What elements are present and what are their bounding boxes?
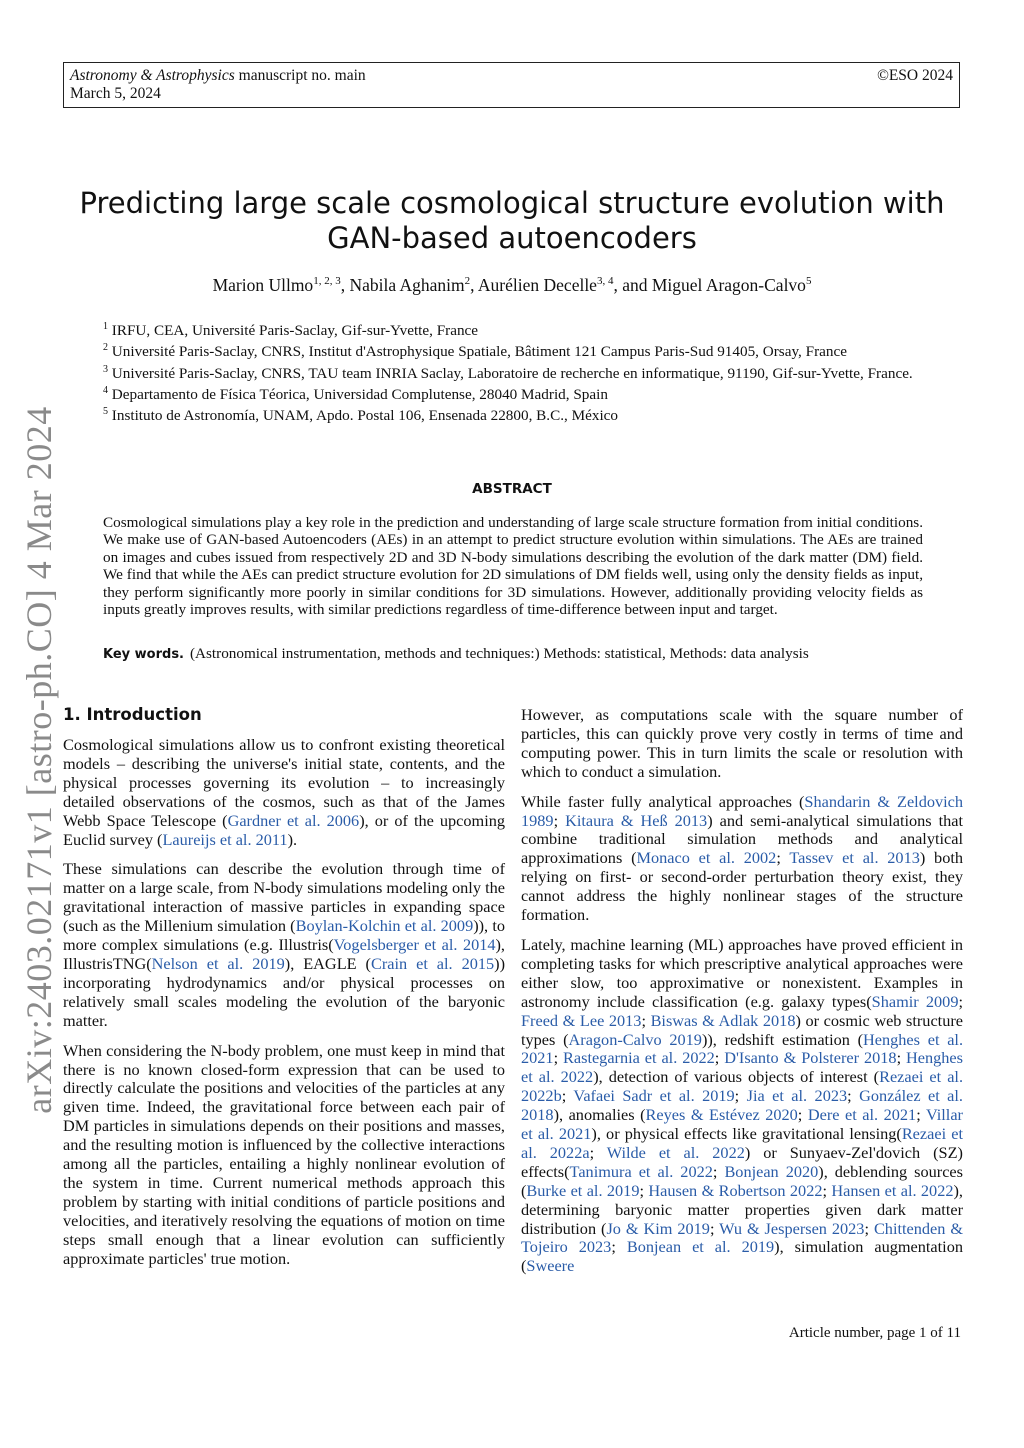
body-text: ).	[287, 829, 298, 849]
affiliation	[103, 403, 929, 424]
affiliation-text: Departamento de Física Téorica, Universidad Complutense, 28040 Madrid, Spain	[108, 386, 608, 404]
citation-link[interactable]: Aragon-Calvo 2019	[568, 1029, 702, 1049]
body-text: ), simulation augmentation (	[521, 1237, 963, 1276]
body-text: ) or Sunyaev-Zel'dovich (SZ) effects(	[521, 1142, 963, 1181]
citation-link[interactable]: Laureijs et al. 2011	[162, 829, 288, 849]
body-text: ;	[641, 1010, 651, 1030]
author-name: Aurélien Decelle	[477, 274, 597, 295]
manuscript-label: manuscript no. main	[234, 67, 366, 84]
citation-link[interactable]: Hausen & Robertson 2022	[648, 1180, 823, 1200]
body-text: ;	[776, 848, 790, 868]
citation-link[interactable]: Rezaei et al. 2022a	[521, 1124, 963, 1162]
affiliation	[103, 339, 929, 360]
arxiv-stamp: arXiv:2403.02171v1 [astro-ph.CO] 4 Mar 2024	[19, 406, 59, 1114]
citation-link[interactable]: Biswas & Adlak 2018	[650, 1010, 796, 1030]
body-paragraph	[63, 860, 505, 1030]
keywords-text: (Astronomical instrumentation, methods and techniques:) Methods: statistical, Methods: data analysis	[190, 645, 809, 662]
citation-link[interactable]: Nelson et al. 2019	[151, 953, 285, 973]
body-text: ;	[896, 1048, 907, 1068]
body-text: ) both relying on first- or second-order perturbation theory exist, they cannot address the highly nonlinear stages of the structure formation.	[521, 848, 964, 925]
body-text: ), EAGLE (	[284, 953, 371, 973]
body-text: ;	[639, 1180, 649, 1200]
body-paragraph	[521, 793, 963, 925]
citation-link[interactable]: Bonjean et al. 2019	[626, 1237, 775, 1257]
body-text: ;	[561, 1086, 574, 1106]
body-text: ), deblending sources (	[521, 1161, 963, 1200]
keywords	[103, 645, 923, 663]
body-text: ) and semi-analytical simulations that combine traditional simulation methods and analytical approximations (	[521, 810, 963, 868]
body-paragraph	[63, 1042, 505, 1269]
citation-link[interactable]: Dere et al. 2021	[807, 1105, 917, 1125]
citation-link[interactable]: Sweere	[526, 1256, 575, 1276]
keywords-label: Key words.	[103, 647, 184, 662]
citation-link[interactable]: Reyes & Estévez 2020	[645, 1105, 798, 1125]
citation-link[interactable]: Chittenden & Tojeiro 2023	[521, 1218, 963, 1257]
citation-link[interactable]: Tanimura et al. 2022	[569, 1161, 713, 1181]
citation-link[interactable]: Burke et al. 2019	[526, 1180, 640, 1200]
body-text: ;	[797, 1105, 808, 1125]
body-text: )), redshift estimation (	[701, 1029, 864, 1049]
body-text: ;	[714, 1048, 725, 1068]
author-affiliation-mark: 1, 2, 3	[313, 275, 341, 287]
body-text: ) or cosmic web structure types (	[521, 1010, 963, 1049]
author-list	[60, 270, 964, 296]
author-separator: ,	[470, 274, 478, 295]
body-text: ;	[709, 1218, 720, 1238]
citation-link[interactable]: Boylan-Kolchin et al. 2009	[295, 916, 474, 936]
body-text: ), detection of various objects of interest (	[593, 1067, 880, 1087]
right-paragraphs	[521, 706, 963, 1276]
body-paragraph	[521, 936, 963, 1276]
body-text: ;	[847, 1086, 860, 1106]
citation-link[interactable]: Bonjean 2020	[724, 1161, 819, 1181]
body-text: However, as computations scale with the square number of particles, this can quickly prove very costly in terms of time and computing power. This in turn limits the scale or resolution with which to conduct a simulation.	[521, 705, 963, 781]
citation-link[interactable]: Shandarin & Zeldovich 1989	[521, 791, 964, 830]
citation-link[interactable]: D'Isanto & Polsterer 2018	[724, 1048, 897, 1068]
journal-line	[70, 67, 953, 85]
body-text: ), or of the upcoming Euclid survey (	[63, 810, 505, 849]
journal-header	[63, 62, 960, 108]
citation-link[interactable]: Vafaei Sadr et al. 2019	[573, 1086, 735, 1106]
citation-link[interactable]: Monaco et al. 2002	[636, 848, 777, 868]
citation-link[interactable]: Gardner et al. 2006	[227, 810, 360, 830]
section-heading: 1. Introduction	[63, 705, 202, 724]
affiliation	[103, 318, 929, 339]
body-text: ;	[864, 1218, 874, 1238]
author-affiliation-mark: 5	[805, 275, 812, 287]
header-date: March 5, 2024	[70, 85, 161, 102]
body-text: ;	[553, 810, 566, 830]
body-text: These simulations can describe the evolution through time of matter on a large scale, from N-body simulations modeling only the gravitational interaction of massive particles in expanding space (such as the Millenium simulation (	[63, 859, 505, 936]
page-footer: Article number, page 1 of 11	[788, 1325, 961, 1341]
citation-link[interactable]: González et al. 2018	[521, 1086, 963, 1125]
body-text: ;	[734, 1086, 747, 1106]
author-name: Nabila Aghanim	[349, 274, 465, 295]
body-text: ;	[822, 1180, 832, 1200]
citation-link[interactable]: Shamir 2009	[871, 991, 959, 1011]
body-text: ;	[553, 1048, 564, 1068]
affiliation-number: 1	[103, 321, 108, 332]
affiliation	[103, 361, 929, 382]
left-paragraphs	[63, 736, 505, 1268]
right-column	[521, 706, 963, 1287]
citation-link[interactable]: Villar et al. 2021	[521, 1105, 963, 1144]
affiliation-text: Université Paris-Saclay, CNRS, TAU team INRIA Saclay, Laboratoire de recherche en informatique, 91190, Gif-sur-Yvette, France.	[108, 364, 913, 382]
author-name: Marion Ullmo	[212, 274, 314, 295]
body-text: ), anomalies (	[553, 1105, 646, 1125]
citation-link[interactable]: Crain et al. 2015	[370, 953, 495, 973]
citation-link[interactable]: Freed & Lee 2013	[521, 1010, 642, 1030]
citation-link[interactable]: Kitaura & Heß 2013	[565, 810, 708, 830]
body-text: )), to more complex simulations (e.g. Illustris(	[63, 916, 505, 955]
body-text: Lately, machine learning (ML) approaches have proved efficient in completing tasks for which prescriptive analytical approaches were either slow, too approximative or nonexistent. Examples in astronomy include classification (e.g. galaxy types(	[521, 934, 963, 1011]
body-paragraph	[521, 706, 963, 782]
author-affiliation-mark: 2	[464, 275, 471, 287]
citation-link[interactable]: Tassev et al. 2013	[789, 848, 920, 868]
body-text: ;	[958, 991, 963, 1011]
abstract-heading: ABSTRACT	[472, 481, 552, 497]
citation-link[interactable]: Rastegarnia et al. 2022	[563, 1048, 715, 1068]
body-text: )) incorporating hydrodynamics and/or physical processes on relatively small scales modeling the evolution of the baryonic matter.	[63, 953, 505, 1030]
citation-link[interactable]: Henghes et al. 2021	[521, 1029, 964, 1068]
paper-title: Predicting large scale cosmological structure evolution with GAN-based autoencoders	[79, 186, 945, 255]
body-text: ), determining baryonic matter properties given dark matter distribution (	[521, 1180, 963, 1238]
citation-link[interactable]: Wu & Jespersen 2023	[719, 1218, 865, 1238]
citation-link[interactable]: Wilde et al. 2022	[606, 1142, 745, 1162]
citation-link[interactable]: Hansen et al. 2022	[831, 1180, 954, 1200]
affiliation	[103, 382, 929, 403]
affiliation-number: 4	[103, 385, 108, 397]
body-text: Cosmological simulations allow us to confront existing theoretical models – describing the universe's initial state, contents, and the physical processes governing its evolution – to increasingly detailed observations of the cosmos, such as that of the James Webb Space Telescope (	[63, 735, 505, 830]
citation-link[interactable]: Rezaei et al. 2022b	[521, 1067, 964, 1106]
affiliation-number: 3	[103, 363, 108, 375]
left-column	[63, 704, 505, 1279]
body-text: While faster fully analytical approaches (	[521, 791, 805, 811]
body-text: ), IllustrisTNG(	[63, 935, 506, 973]
abstract-text: Cosmological simulations play a key role in the prediction and understanding of large scale structure formation from initial conditions. We make use of GAN-based Autoencoders (AEs) in an attempt to predict structure evolution within simulations. The AEs are trained on images and cubes issued from respectively 2D and 3D N-body simulations describing the evolution of the dark matter (DM) field. We find that while the AEs can predict structure evolution for 2D simulations of DM fields well, using only the density fields as input, they perform significantly more poorly in similar conditions for 3D simulations. However, additionally providing velocity fields as inputs greatly improves results, with similar predictions regardless of time-difference between input and target.	[103, 514, 923, 619]
author-separator: , and	[613, 274, 652, 295]
affiliation-text: Université Paris-Saclay, CNRS, Institut d'Astrophysique Spatiale, Bâtiment 121 Campus Paris-Sud 91405, Orsay, France	[108, 343, 847, 361]
copyright: ©ESO 2024	[877, 67, 953, 84]
body-text: ;	[712, 1161, 725, 1181]
author-separator: ,	[340, 274, 350, 295]
citation-link[interactable]: Jia et al. 2023	[746, 1086, 848, 1106]
body-text: ;	[589, 1142, 607, 1162]
affiliations	[103, 318, 929, 425]
body-text: When considering the N-body problem, one must keep in mind that there is no known closed-form expression that can be used to directly calculate the positions and velocities of the particles at any given time. Indeed, the gravitational force between each pair of DM particles in simulations depends on their positions and masses, and the resulting motion is influenced by the collective interactions among all the particles, entailing a highly nonlinear evolution of the system in time. Current numerical methods approach this problem by starting with initial conditions of particle positions and velocities, and iteratively resolving the equations of motion on time steps small enough that a linear evolution can sufficiently approximate particles' true motion.	[63, 1040, 505, 1268]
affiliation-number: 5	[103, 406, 108, 418]
body-text: ;	[611, 1237, 627, 1257]
affiliation-text: IRFU, CEA, Université Paris-Saclay, Gif-sur-Yvette, France	[108, 322, 479, 340]
author-affiliation-mark: 3, 4	[596, 275, 614, 287]
affiliation-number: 2	[103, 342, 108, 354]
affiliation-text: Instituto de Astronomía, UNAM, Apdo. Postal 106, Ensenada 22800, B.C., México	[108, 407, 619, 425]
citation-link[interactable]: Jo & Kim 2019	[606, 1218, 710, 1238]
citation-link[interactable]: Vogelsberger et al. 2014	[333, 935, 496, 955]
body-paragraph	[63, 736, 505, 849]
journal-name: Astronomy & Astrophysics	[70, 67, 235, 84]
body-text: ;	[916, 1105, 926, 1125]
body-text: ), or physical effects like gravitational lensing(	[591, 1124, 902, 1144]
citation-link[interactable]: Henghes et al. 2022	[521, 1048, 963, 1087]
author-name: Miguel Aragon-Calvo	[651, 274, 806, 295]
